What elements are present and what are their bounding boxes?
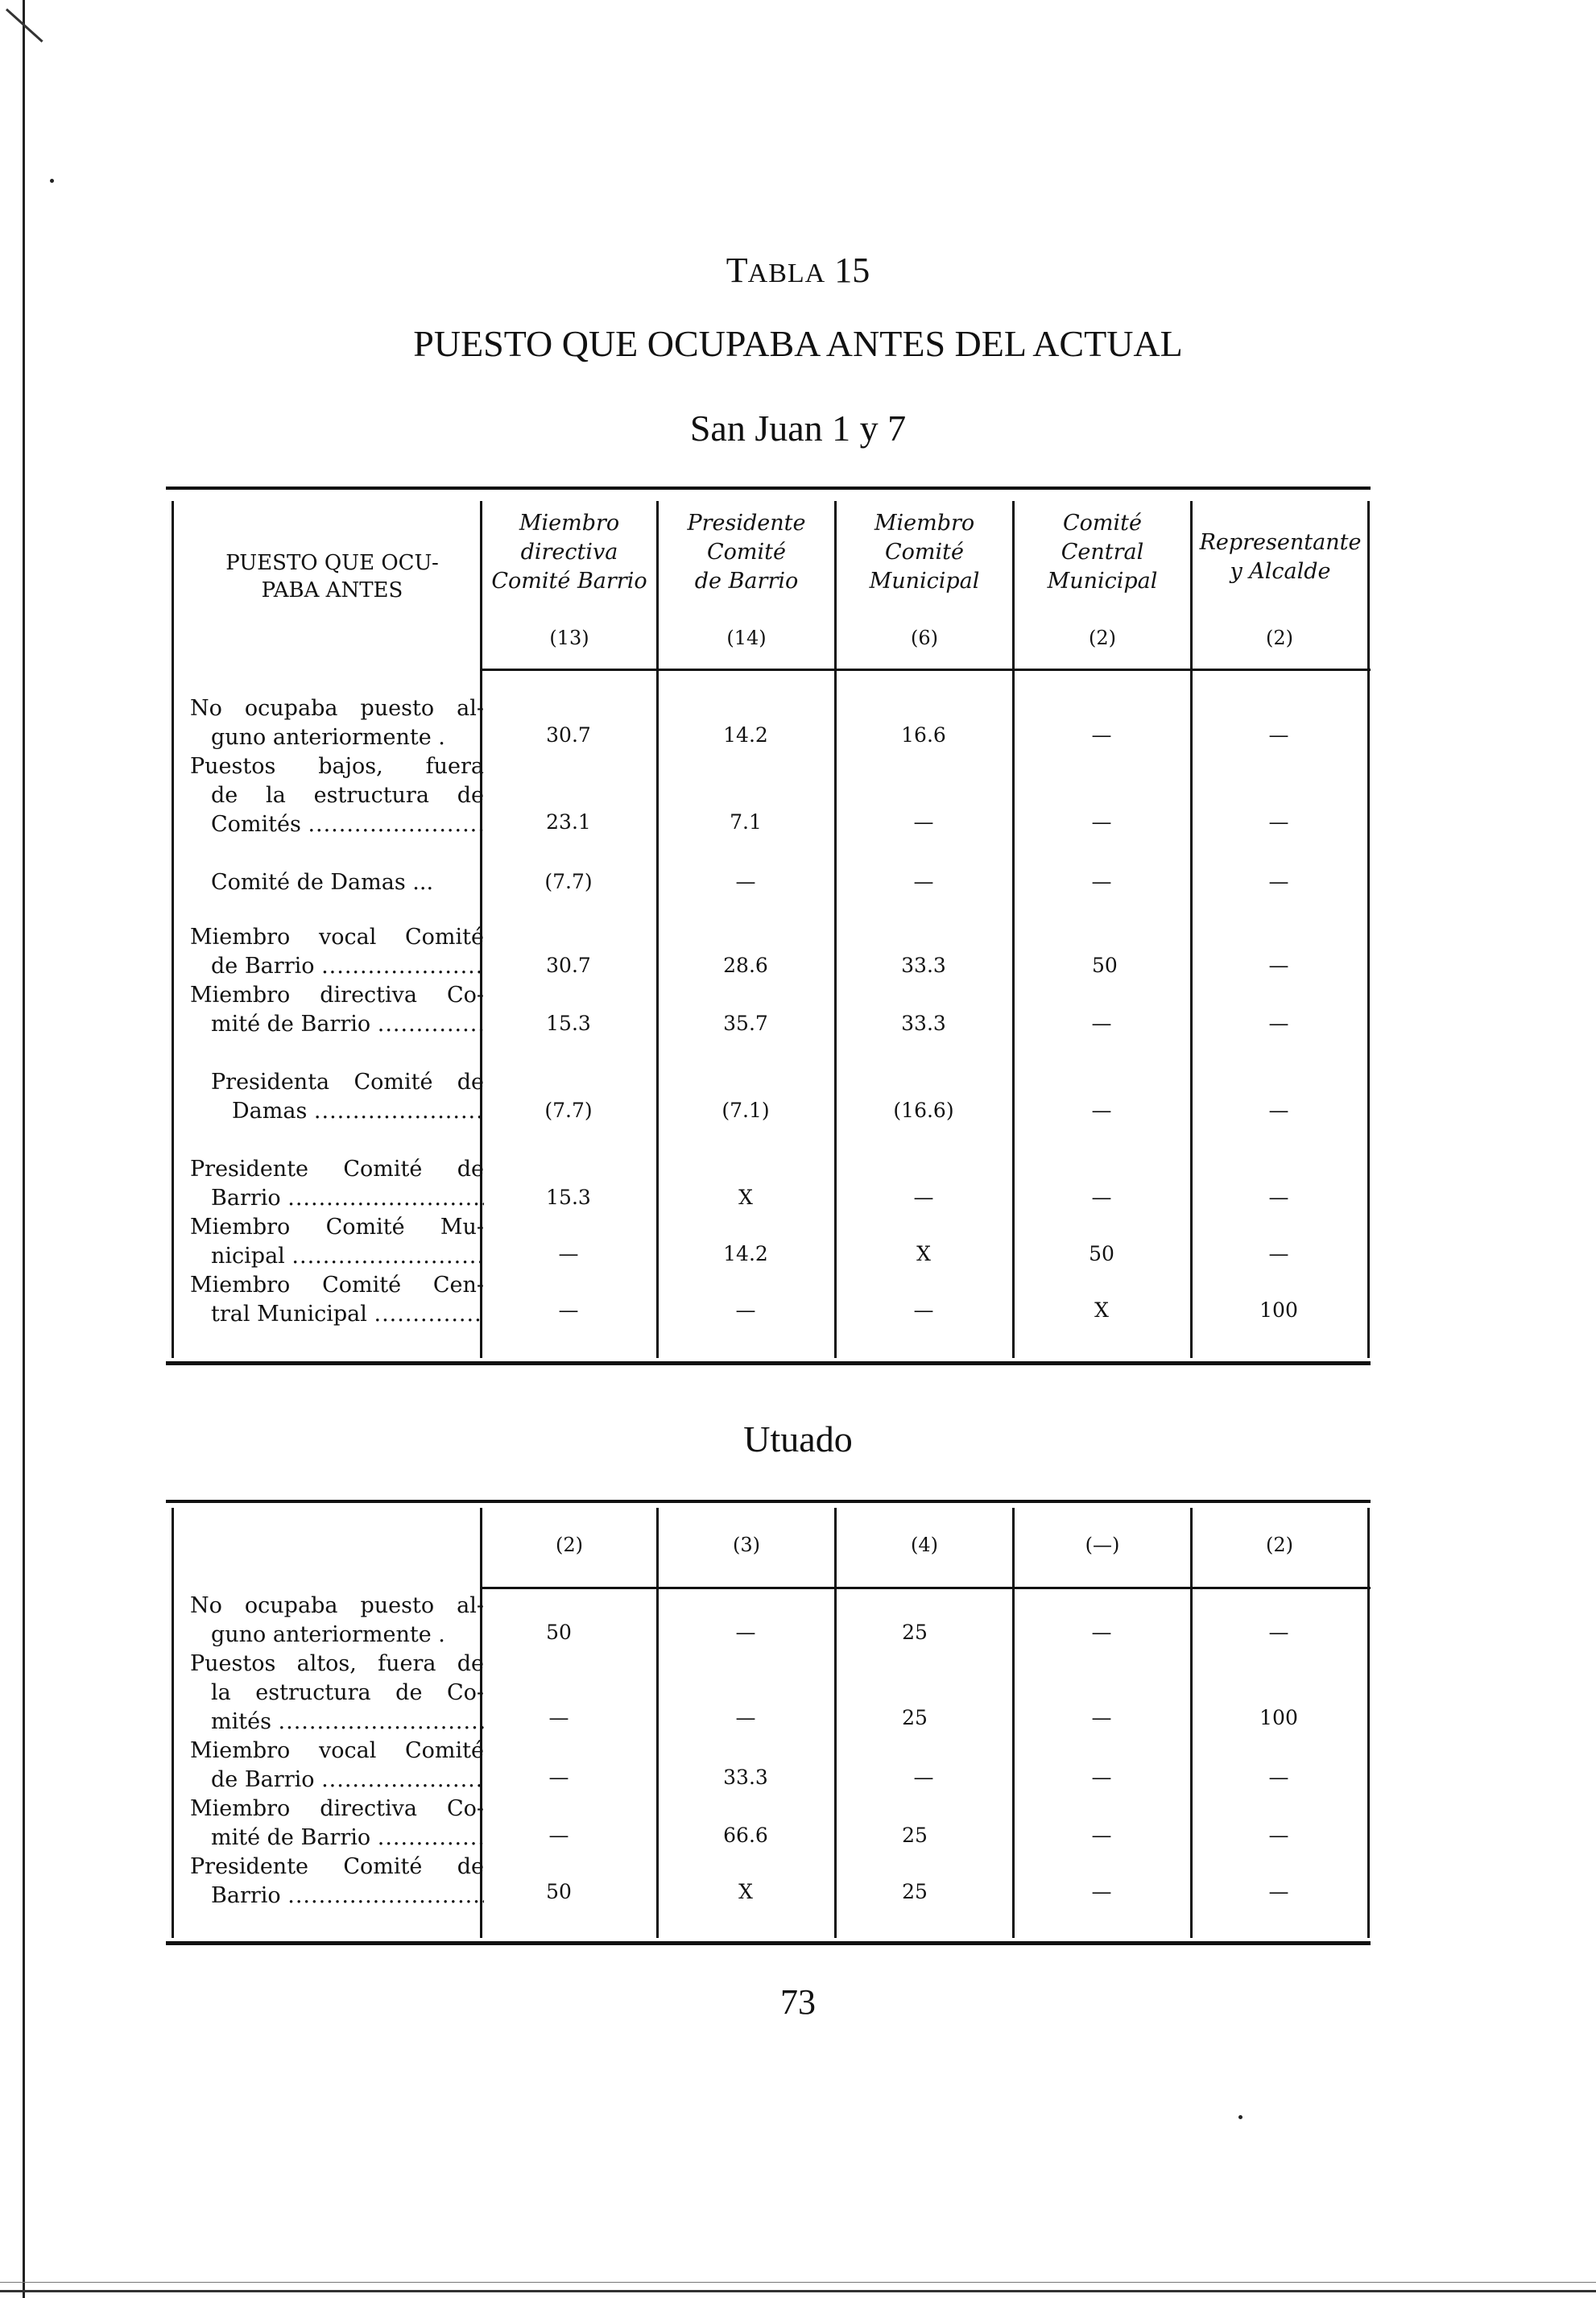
table-rule-header bbox=[480, 1587, 1371, 1589]
table-title: PUESTO QUE OCUPABA ANTES DEL ACTUAL bbox=[413, 323, 1183, 364]
table-cell: — bbox=[1091, 810, 1112, 834]
table-rule-header bbox=[480, 669, 1371, 671]
row-label: Presidente Comité de Barrio ..... bbox=[190, 1155, 484, 1213]
table-cell: — bbox=[548, 1706, 569, 1729]
table-cell: — bbox=[1091, 1706, 1112, 1729]
table-cell: 66.6 bbox=[723, 1824, 768, 1847]
table-cell: — bbox=[1091, 723, 1112, 747]
table-cell: — bbox=[1091, 1824, 1112, 1847]
col-header-1: Miembro directiva Comité Barrio bbox=[491, 511, 647, 594]
table-cell: X bbox=[738, 1880, 753, 1903]
table-cell: — bbox=[558, 1298, 579, 1322]
table-cell: 100 bbox=[1259, 1298, 1298, 1322]
table-cell: 25 bbox=[902, 1706, 928, 1729]
table-cell: — bbox=[1091, 1621, 1112, 1644]
table-cell: X bbox=[738, 1186, 753, 1209]
col-header-3: Miembro Comité Municipal bbox=[869, 511, 980, 594]
col-count-3: (4) bbox=[911, 1534, 938, 1556]
table-cell: — bbox=[913, 870, 934, 893]
row-label: Miembro vocal Comité de Barrio ..... bbox=[190, 1737, 484, 1795]
table-cell: — bbox=[1268, 723, 1289, 747]
table-rule-col bbox=[1190, 1508, 1193, 1938]
table-cell: 35.7 bbox=[723, 1012, 768, 1035]
table-cell: 50 bbox=[546, 1621, 572, 1644]
table-cell: 33.3 bbox=[723, 1766, 768, 1789]
table-rule-bottom bbox=[166, 1941, 1371, 1945]
table-cell: — bbox=[1091, 1766, 1112, 1789]
table-caption: TABLA 15 bbox=[726, 251, 870, 290]
table-cell: 14.2 bbox=[723, 1242, 768, 1265]
table-cell: 25 bbox=[902, 1824, 928, 1847]
table-rule-col bbox=[834, 501, 837, 1358]
table-cell: — bbox=[1268, 1242, 1289, 1265]
row-label: Miembro directiva Co- mité de Barrio ..... bbox=[190, 1795, 484, 1853]
table-rule-col bbox=[1012, 501, 1015, 1358]
table-rule-bottom bbox=[166, 1361, 1371, 1365]
table-cell: — bbox=[1268, 1186, 1289, 1209]
table-cell: 50 bbox=[546, 1880, 572, 1903]
table-cell: 14.2 bbox=[723, 723, 768, 747]
table-cell: — bbox=[1091, 1186, 1112, 1209]
section-title-utuado: Utuado bbox=[743, 1418, 853, 1460]
table-cell: — bbox=[1268, 1766, 1289, 1789]
row-label: Presidenta Comité de Damas ..... bbox=[190, 1068, 484, 1126]
col-count-2: (3) bbox=[733, 1534, 760, 1556]
table-cell: — bbox=[1091, 1012, 1112, 1035]
table-cell: — bbox=[1268, 1012, 1289, 1035]
col-count-5: (2) bbox=[1266, 627, 1293, 649]
table-rule-left bbox=[172, 501, 174, 1358]
table-cell: 7.1 bbox=[730, 810, 762, 834]
table-cell: X bbox=[916, 1242, 931, 1265]
table-cell: (7.7) bbox=[544, 1099, 593, 1122]
table-cell: — bbox=[1091, 1880, 1112, 1903]
table-cell: — bbox=[735, 1298, 756, 1322]
table-rule-right bbox=[1367, 1508, 1370, 1938]
page-bottom-rule bbox=[0, 2282, 1596, 2283]
row-label: Puestos bajos, fuera de la estructura de Comités ..... bbox=[190, 752, 484, 839]
table-cell: 25 bbox=[902, 1621, 928, 1644]
col-count-3: (6) bbox=[911, 627, 938, 649]
col-count-1: (13) bbox=[549, 627, 589, 649]
table-cell: 25 bbox=[902, 1880, 928, 1903]
col-count-2: (14) bbox=[726, 627, 767, 649]
table-cell: 50 bbox=[1092, 954, 1118, 977]
table-cell: — bbox=[913, 1298, 934, 1322]
table-cell: — bbox=[1268, 1880, 1289, 1903]
row-label: Puestos altos, fuera de la estructura de Co- mités ..... bbox=[190, 1650, 484, 1737]
table-cell: — bbox=[558, 1242, 579, 1265]
table-cell: — bbox=[1091, 1099, 1112, 1122]
section-title-san-juan: San Juan 1 y 7 bbox=[689, 408, 907, 449]
table-cell: 28.6 bbox=[723, 954, 768, 977]
table-cell: — bbox=[735, 870, 756, 893]
row-label: Miembro directiva Co- mité de Barrio ..... bbox=[190, 981, 484, 1039]
table-cell: (7.1) bbox=[722, 1099, 770, 1122]
table-cell: — bbox=[735, 1621, 756, 1644]
col-count-4: (—) bbox=[1085, 1534, 1120, 1556]
row-label: No ocupaba puesto al- guno anteriormente . bbox=[190, 1593, 484, 1647]
row-label: Comité de Damas ... bbox=[211, 870, 434, 895]
table-cell: — bbox=[735, 1706, 756, 1729]
table-rule-top bbox=[166, 1500, 1371, 1503]
table-rule-top bbox=[166, 487, 1371, 490]
ink-speck bbox=[1238, 2115, 1242, 2119]
table-cell: — bbox=[1268, 1099, 1289, 1122]
row-label: Miembro Comité Mu- nicipal ..... bbox=[190, 1213, 484, 1271]
table-cell: 15.3 bbox=[546, 1012, 591, 1035]
table-cell: 50 bbox=[1089, 1242, 1114, 1265]
ink-speck bbox=[50, 179, 54, 183]
table-rule-right bbox=[1367, 501, 1370, 1358]
table-cell: — bbox=[1268, 1824, 1289, 1847]
col-header-5: Representante y Alcalde bbox=[1199, 530, 1362, 584]
table-cell: 100 bbox=[1259, 1706, 1298, 1729]
table-cell: — bbox=[1268, 870, 1289, 893]
col-header-4: Comité Central Municipal bbox=[1047, 511, 1158, 594]
table-cell: 33.3 bbox=[901, 1012, 946, 1035]
row-label: No ocupaba puesto al- guno anteriormente . bbox=[190, 696, 484, 750]
table-cell: 30.7 bbox=[546, 723, 591, 747]
table-cell: — bbox=[1091, 870, 1112, 893]
table-rule-col bbox=[656, 1508, 659, 1938]
table-cell: — bbox=[913, 1186, 934, 1209]
col-count-5: (2) bbox=[1266, 1534, 1293, 1556]
col-count-1: (2) bbox=[556, 1534, 583, 1556]
page-bottom-rule bbox=[0, 2290, 1596, 2292]
table-cell: — bbox=[1268, 954, 1289, 977]
table-cell: — bbox=[548, 1824, 569, 1847]
table-cell: (7.7) bbox=[544, 870, 593, 893]
col-count-4: (2) bbox=[1089, 627, 1116, 649]
table-cell: 33.3 bbox=[901, 954, 946, 977]
table-cell: X bbox=[1094, 1298, 1109, 1322]
row-label: Presidente Comité de Barrio ..... bbox=[190, 1853, 484, 1911]
page-number: 73 bbox=[780, 1982, 816, 2022]
table-cell: — bbox=[1268, 1621, 1289, 1644]
table-cell: — bbox=[1268, 810, 1289, 834]
table-cell: 16.6 bbox=[901, 723, 946, 747]
row-label: Miembro vocal Comité de Barrio ..... bbox=[190, 923, 484, 981]
table-cell: 15.3 bbox=[546, 1186, 591, 1209]
row-header-title: PUESTO QUE OCU-PABA ANTES bbox=[225, 551, 439, 602]
table-cell: 30.7 bbox=[546, 954, 591, 977]
table-rule-col bbox=[1012, 1508, 1015, 1938]
table-cell: (16.6) bbox=[893, 1099, 954, 1122]
table-cell: 23.1 bbox=[546, 810, 591, 834]
table-cell: — bbox=[913, 1766, 934, 1789]
table-rule-col bbox=[656, 501, 659, 1358]
row-label: Miembro Comité Cen- tral Municipal ..... bbox=[190, 1271, 484, 1329]
table-rule-left bbox=[172, 1508, 174, 1938]
col-header-2: Presidente Comité de Barrio bbox=[687, 511, 806, 594]
table-cell: — bbox=[913, 810, 934, 834]
table-cell: — bbox=[548, 1766, 569, 1789]
